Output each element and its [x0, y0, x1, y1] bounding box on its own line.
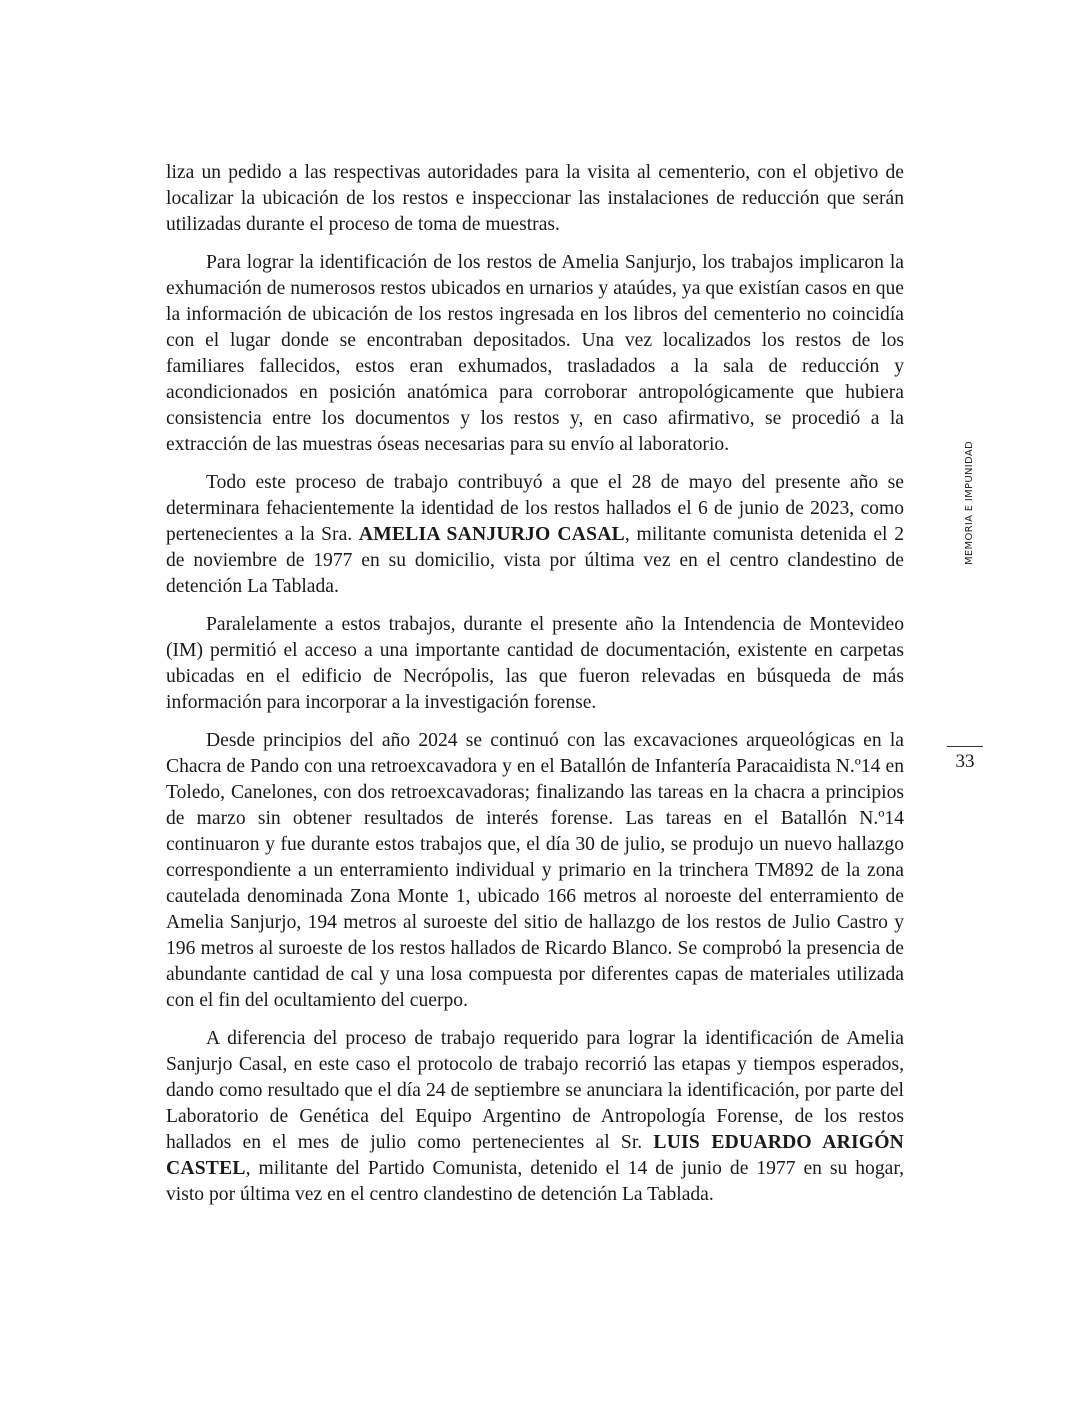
paragraph-identification-work: Para lograr la identificación de los restos de Amelia Sanjurjo, los trabajos implicaron la exhumación de numerosos restos ubicados en urnarios y ataúdes, ya que existían casos en que la información de ubicación de los restos ingresada en los libros del cementerio no coincidía con el lugar donde se encontraban depositados. Una vez localizados los restos de los familiares fallecidos, estos eran exhumados, trasladados a la sala de reducción y acondicionados en posición anatómica para corroborar antropológicamente que hubiera consistencia entre los documentos y los restos y, en caso afirmativo, se procedió a la extracción de las muestras óseas necesarias para su envío al laboratorio. [166, 252, 904, 455]
page-number: 33 [955, 751, 975, 772]
paragraph-amelia-identity [166, 470, 904, 600]
person-name-bold: LUIS EDUARDO ARIGÓN CASTEL [166, 1132, 905, 1179]
paragraph-continuation: liza un pedido a las respectivas autoridades para la visita al cementerio, con el objetivo de localizar la ubicación de los restos e inspeccionar las instalaciones de reducción que serán utilizadas durante el proceso de toma de muestras. [166, 162, 904, 235]
paragraph-documentation: Paralelamente a estos trabajos, durante el presente año la Intendencia de Montevideo (IM) permitió el acceso a una importante cantidad de documentación, existente en carpetas ubicadas en el edificio de Necrópolis, las que fueron relevadas en búsqueda de más información para incorporar a la investigación forense. [166, 614, 904, 713]
running-header-label: MEMORIA E IMPUNIDAD [964, 441, 975, 565]
body-text [166, 160, 904, 1220]
paragraph-text: , militante del Partido Comunista, detenido el 14 de junio de 1977 en su hogar, visto por última vez en el centro clandestino de detención La Tablada. [166, 1158, 904, 1205]
paragraph-arigon-identity [166, 1026, 904, 1208]
paragraph-text: A diferencia del proceso de trabajo requerido para lograr la identificación de Amelia Sanjurjo Casal, en este caso el protocolo de trabajo recorrió las etapas y tiempos esperados, dando como resultado que el día 24 de septiembre se anunciara la identificación, por parte del Laboratorio de Genética del Equipo Argentino de Antropología Forense, de los restos hallados en el mes de julio como pertenecientes al Sr. [166, 1028, 904, 1153]
paragraph-excavations: Desde principios del año 2024 se continuó con las excavaciones arqueológicas en la Chacra de Pando con una retroexcavadora y en el Batallón de Infantería Paracaidista N.º14 en Toledo, Canelones, con dos retroexcavadoras; finalizando las tareas en la chacra a principios de marzo sin obtener resultados de interés forense. Las tareas en el Batallón N.º14 continuaron y fue durante estos trabajos que, el día 30 de julio, se produjo un nuevo hallazgo correspondiente a un enterramiento individual y primario en la trinchera TM892 de la zona cautelada denominada Zona Monte 1, ubicado 166 metros al noroeste del enterramiento de Amelia Sanjurjo, 194 metros al suroeste del sitio de hallazgo de los restos de Julio Castro y 196 metros al suroeste de los restos hallados de Ricardo Blanco. Se comprobó la presencia de abundante cantidad de cal y una losa compuesta por diferentes capas de materiales utilizada con el fin del ocultamiento del cuerpo. [166, 730, 904, 1011]
page-number-rule [947, 746, 983, 747]
paragraph-text: , militante comunista detenida el 2 de noviembre de 1977 en su domicilio, vista por última vez en el centro clandestino de detención La Tablada. [166, 524, 905, 597]
person-name-bold: AMELIA SANJURJO CASAL [358, 524, 625, 545]
paragraph-text: Todo este proceso de trabajo contribuyó a que el 28 de mayo del presente año se determinara fehacientemente la identidad de los restos hallados el 6 de junio de 2023, como pertenecientes a la Sra. [166, 472, 904, 545]
